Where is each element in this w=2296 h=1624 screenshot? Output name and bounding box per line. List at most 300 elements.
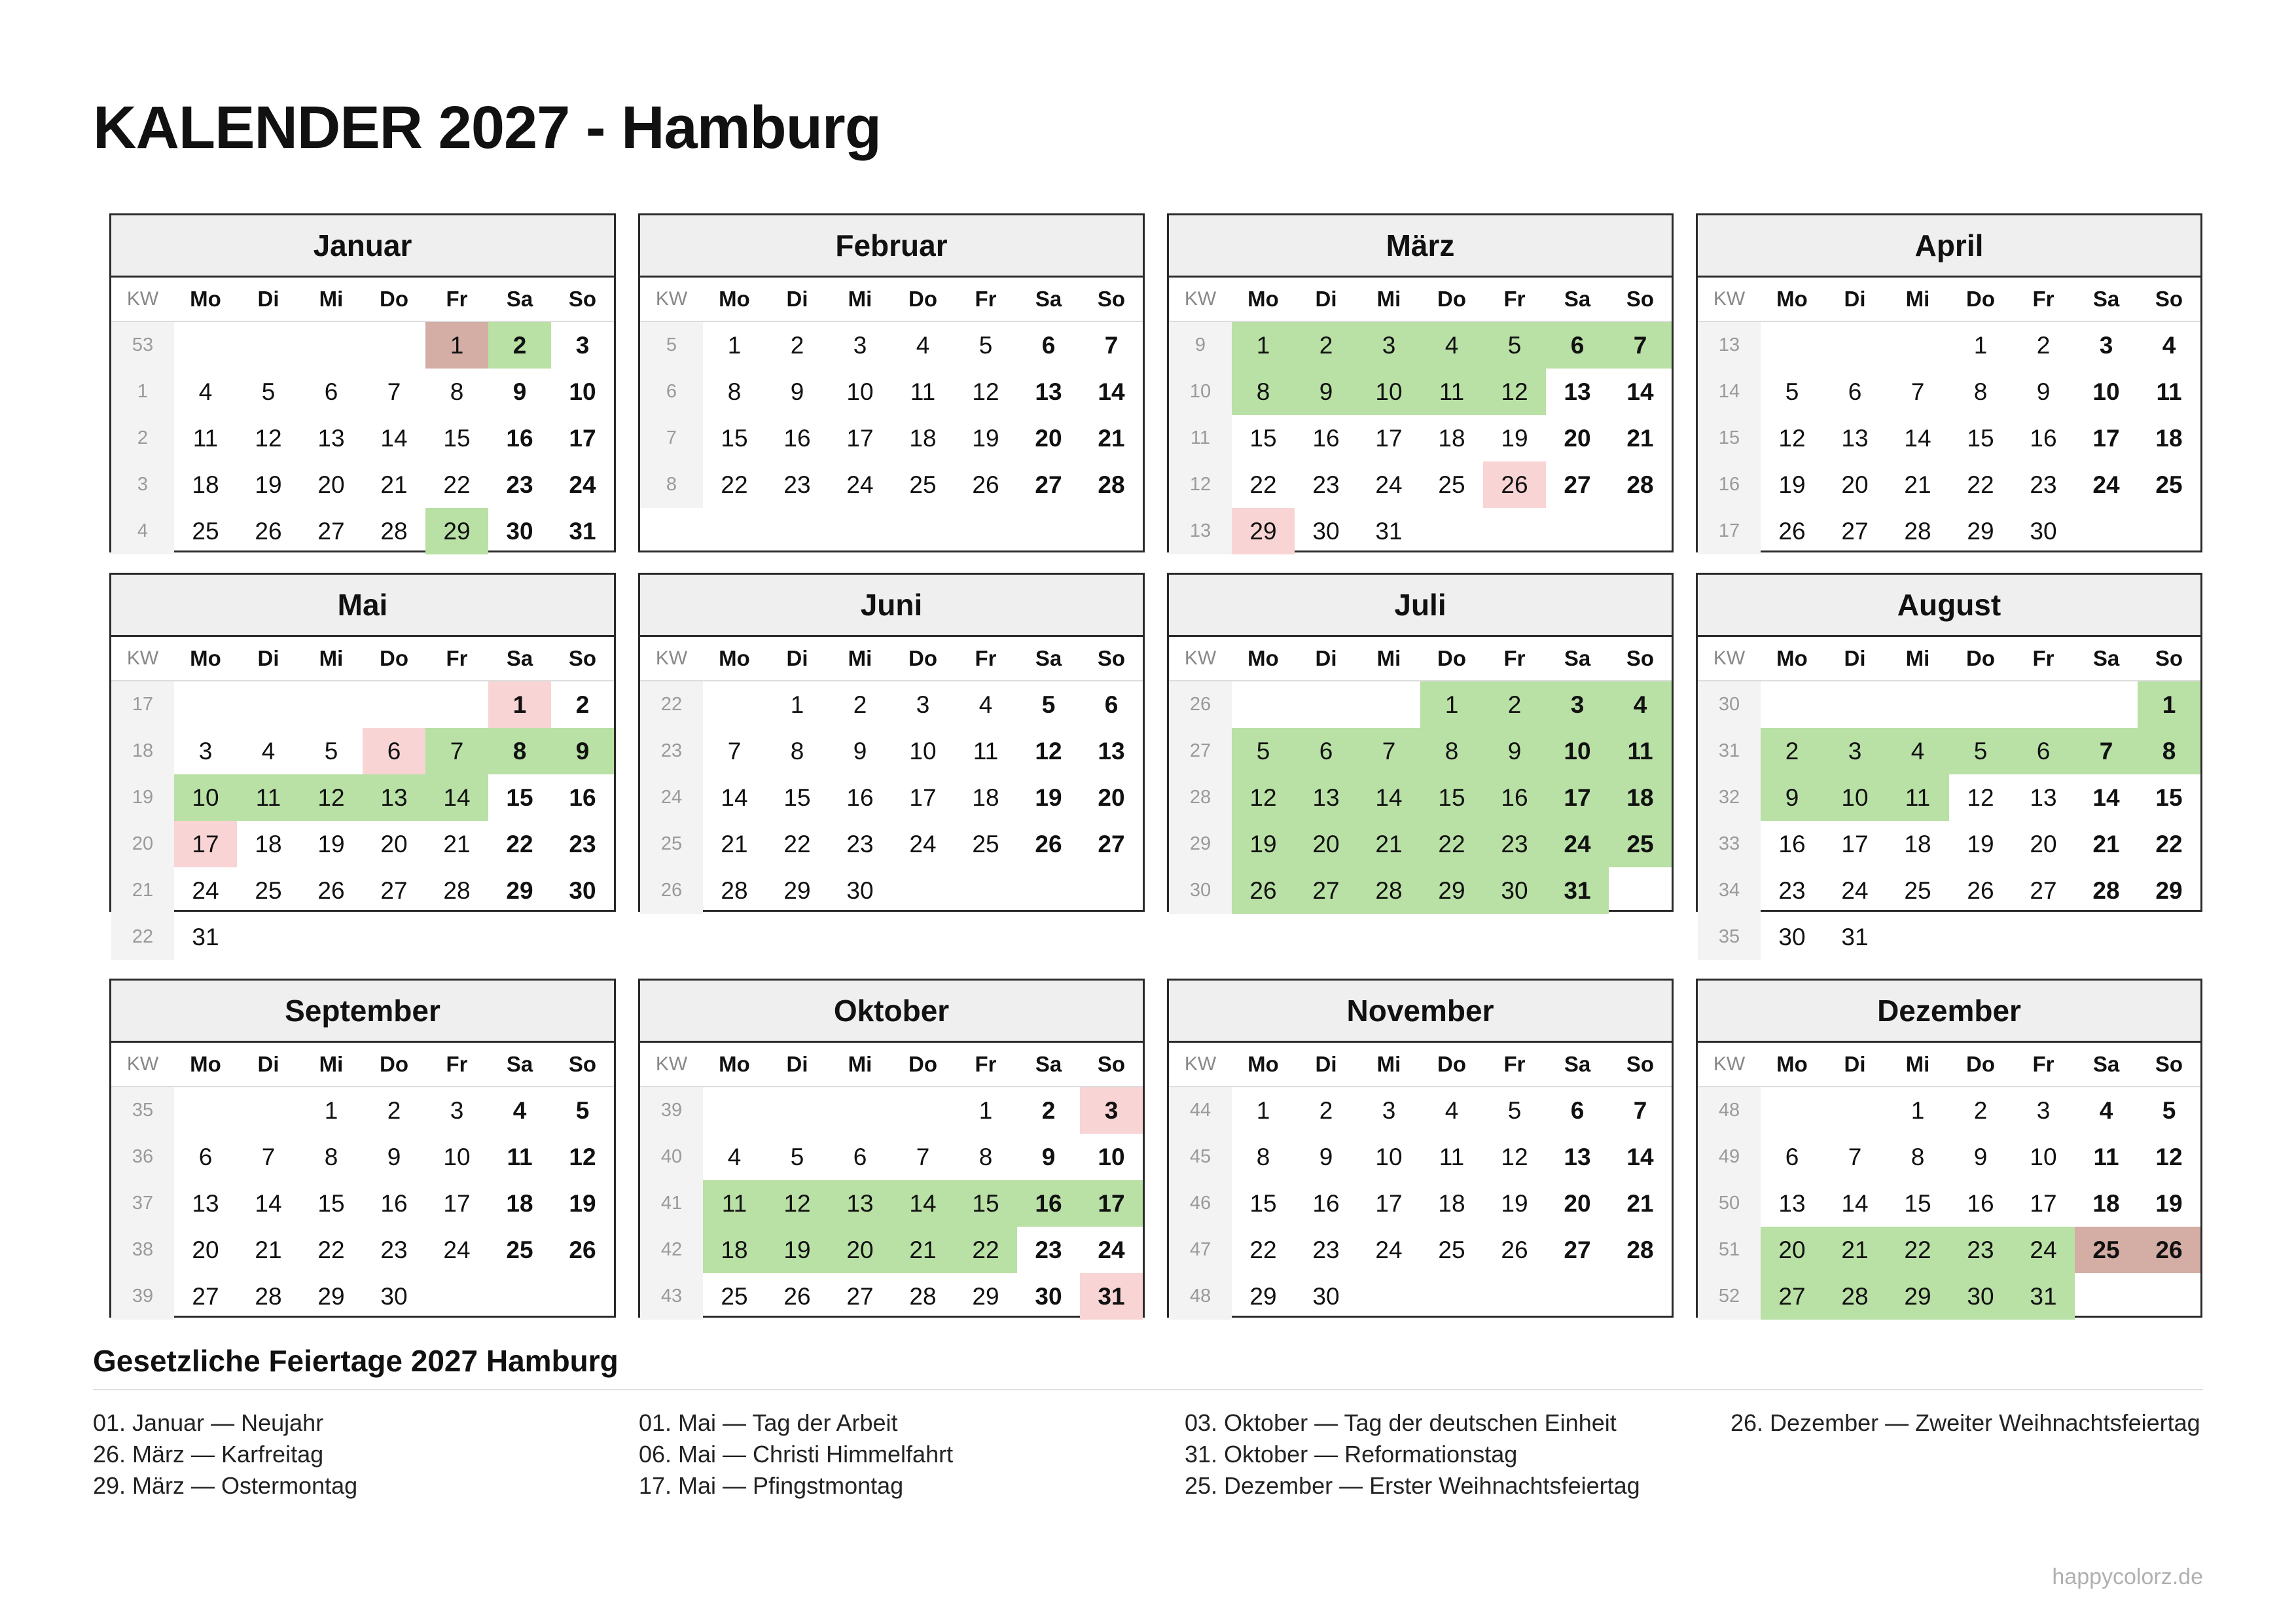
empty-cell bbox=[766, 1087, 829, 1134]
day-cell: 13 bbox=[2030, 784, 2057, 811]
day-cell: 9 bbox=[551, 728, 614, 774]
weekday-header: So bbox=[2138, 278, 2200, 322]
day-cell: 20 bbox=[1098, 784, 1125, 811]
weekday-header: Di bbox=[766, 1043, 829, 1087]
week-number: 15 bbox=[1698, 415, 1761, 461]
week-number-header: KW bbox=[640, 1043, 703, 1087]
weekday-header: Di bbox=[1823, 1043, 1886, 1087]
day-cell: 26 bbox=[569, 1236, 596, 1263]
day-cell: 9 bbox=[1761, 774, 1823, 821]
day-cell: 20 bbox=[1564, 424, 1591, 452]
day-cell: 26 bbox=[1501, 1236, 1528, 1263]
day-cell: 9 bbox=[790, 378, 804, 405]
week-number: 10 bbox=[1169, 369, 1232, 415]
day-cell: 26 bbox=[1035, 830, 1062, 857]
day-cell: 18 bbox=[1438, 424, 1465, 452]
day-cell: 18 bbox=[1609, 774, 1672, 821]
day-cell: 12 bbox=[1967, 784, 1994, 811]
weekday-header: Fr bbox=[954, 637, 1017, 681]
day-cell: 17 bbox=[569, 424, 596, 452]
day-cell: 28 bbox=[1626, 1236, 1654, 1263]
week-number: 26 bbox=[640, 867, 703, 914]
day-cell: 23 bbox=[1483, 821, 1546, 867]
weekday-header: Mo bbox=[703, 278, 766, 322]
day-cell: 13 bbox=[1564, 378, 1591, 405]
weekday-header: Do bbox=[363, 637, 425, 681]
empty-cell bbox=[703, 1087, 766, 1134]
day-cell: 12 bbox=[2155, 1143, 2183, 1170]
day-cell: 9 bbox=[1973, 1143, 1988, 1170]
day-cell: 16 bbox=[1778, 830, 1806, 857]
day-cell: 1 bbox=[1420, 681, 1483, 728]
day-cell: 15 bbox=[954, 1180, 1017, 1227]
weekday-header: Fr bbox=[425, 278, 488, 322]
week-number: 39 bbox=[111, 1273, 174, 1320]
day-cell: 23 bbox=[846, 830, 874, 857]
day-cell: 19 bbox=[1501, 424, 1528, 452]
day-cell: 3 bbox=[575, 331, 590, 359]
month-days-grid bbox=[640, 637, 1143, 914]
day-cell: 14 bbox=[1904, 424, 1931, 452]
day-cell: 13 bbox=[1098, 737, 1125, 765]
empty-cell bbox=[891, 867, 954, 914]
day-cell: 16 bbox=[846, 784, 874, 811]
day-cell: 18 bbox=[972, 784, 999, 811]
day-cell: 3 bbox=[450, 1096, 464, 1124]
weekday-header: Fr bbox=[425, 1043, 488, 1087]
week-number: 24 bbox=[640, 774, 703, 821]
day-cell: 24 bbox=[569, 471, 596, 498]
day-cell: 29 bbox=[1886, 1273, 1949, 1320]
weekday-header: Mo bbox=[703, 1043, 766, 1087]
month-title: Januar bbox=[111, 215, 614, 278]
week-number: 16 bbox=[1698, 461, 1761, 508]
month-card bbox=[1696, 573, 2202, 950]
empty-cell bbox=[1357, 1273, 1420, 1320]
day-cell: 2 bbox=[1041, 1096, 1056, 1124]
day-cell: 23 bbox=[1035, 1236, 1062, 1263]
day-cell: 23 bbox=[1312, 1236, 1340, 1263]
day-cell: 4 bbox=[261, 737, 276, 765]
day-cell: 5 bbox=[1507, 1096, 1522, 1124]
day-cell: 10 bbox=[1098, 1143, 1125, 1170]
empty-cell bbox=[174, 322, 237, 369]
day-cell: 23 bbox=[380, 1236, 408, 1263]
weekday-header: Do bbox=[1420, 1043, 1483, 1087]
week-number: 25 bbox=[640, 821, 703, 867]
empty-cell bbox=[2075, 1273, 2138, 1320]
empty-cell bbox=[1823, 322, 1886, 369]
day-cell: 24 bbox=[1375, 471, 1403, 498]
weekday-header: Fr bbox=[954, 1043, 1017, 1087]
empty-cell bbox=[174, 1087, 237, 1134]
holiday-item: 26. Dezember — Zweiter Weihnachtsfeiertag bbox=[1731, 1409, 2200, 1436]
day-cell: 24 bbox=[1098, 1236, 1125, 1263]
day-cell: 26 bbox=[1967, 876, 1994, 904]
day-cell: 6 bbox=[324, 378, 338, 405]
day-cell: 31 bbox=[1375, 517, 1403, 545]
day-cell: 7 bbox=[727, 737, 742, 765]
day-cell: 24 bbox=[192, 876, 219, 904]
day-cell: 4 bbox=[1444, 1096, 1459, 1124]
day-cell: 5 bbox=[978, 331, 993, 359]
empty-cell bbox=[174, 681, 237, 728]
day-cell: 26 bbox=[1483, 461, 1546, 508]
day-cell: 10 bbox=[569, 378, 596, 405]
empty-cell bbox=[2012, 914, 2075, 960]
weekday-header: Do bbox=[1949, 637, 2012, 681]
week-number: 17 bbox=[1698, 508, 1761, 554]
day-cell: 28 bbox=[1357, 867, 1420, 914]
month-title: März bbox=[1169, 215, 1672, 278]
day-cell: 6 bbox=[363, 728, 425, 774]
day-cell: 6 bbox=[1785, 1143, 1799, 1170]
weekday-header: Sa bbox=[2075, 278, 2138, 322]
weekday-header: Di bbox=[1823, 637, 1886, 681]
day-cell: 3 bbox=[1080, 1087, 1143, 1134]
weekday-header: So bbox=[2138, 637, 2200, 681]
day-cell: 20 bbox=[829, 1227, 891, 1273]
weekday-header: Sa bbox=[1546, 1043, 1609, 1087]
month-days-grid bbox=[111, 637, 614, 960]
day-cell: 21 bbox=[1626, 424, 1654, 452]
day-cell: 4 bbox=[2162, 331, 2176, 359]
day-cell: 11 bbox=[2093, 1143, 2119, 1170]
day-cell: 5 bbox=[1785, 378, 1799, 405]
empty-cell bbox=[1080, 867, 1143, 914]
weekday-header: Di bbox=[766, 637, 829, 681]
day-cell: 4 bbox=[2099, 1096, 2113, 1124]
weekday-header: Mo bbox=[174, 1043, 237, 1087]
weekday-header: Sa bbox=[1017, 637, 1080, 681]
week-number: 20 bbox=[111, 821, 174, 867]
day-cell: 6 bbox=[1104, 691, 1119, 718]
day-cell: 11 bbox=[507, 1143, 533, 1170]
weekday-header: Mi bbox=[829, 278, 891, 322]
month-card bbox=[1167, 213, 1674, 552]
empty-cell bbox=[1886, 914, 1949, 960]
day-cell: 31 bbox=[192, 923, 219, 950]
day-cell: 16 bbox=[783, 424, 811, 452]
day-cell: 25 bbox=[909, 471, 937, 498]
day-cell: 13 bbox=[192, 1189, 219, 1217]
day-cell: 2 bbox=[1483, 681, 1546, 728]
day-cell: 13 bbox=[1778, 1189, 1806, 1217]
day-cell: 22 bbox=[2155, 830, 2183, 857]
day-cell: 16 bbox=[380, 1189, 408, 1217]
day-cell: 8 bbox=[1910, 1143, 1925, 1170]
day-cell: 12 bbox=[1778, 424, 1806, 452]
day-cell: 22 bbox=[1249, 471, 1277, 498]
weekday-header: Do bbox=[1420, 637, 1483, 681]
day-cell: 24 bbox=[1375, 1236, 1403, 1263]
weekday-header: Mi bbox=[1886, 1043, 1949, 1087]
weekday-header: Mo bbox=[703, 637, 766, 681]
day-cell: 24 bbox=[2012, 1227, 2075, 1273]
day-cell: 17 bbox=[1375, 424, 1403, 452]
day-cell: 4 bbox=[916, 331, 930, 359]
day-cell: 18 bbox=[1904, 830, 1931, 857]
empty-cell bbox=[1949, 681, 2012, 728]
month-title: Juli bbox=[1169, 575, 1672, 637]
weekday-header: Fr bbox=[1483, 278, 1546, 322]
holidays-title: Gesetzliche Feiertage 2027 Hamburg bbox=[93, 1344, 619, 1378]
day-cell: 23 bbox=[1312, 471, 1340, 498]
day-cell: 4 bbox=[1420, 322, 1483, 369]
day-cell: 24 bbox=[846, 471, 874, 498]
holiday-item: 03. Oktober — Tag der deutschen Einheit bbox=[1185, 1409, 1617, 1436]
day-cell: 3 bbox=[2099, 331, 2113, 359]
weekday-header: Di bbox=[1295, 1043, 1357, 1087]
day-cell: 15 bbox=[1249, 1189, 1277, 1217]
day-cell: 16 bbox=[1017, 1180, 1080, 1227]
empty-cell bbox=[703, 681, 766, 728]
month-card bbox=[638, 213, 1145, 552]
week-number: 44 bbox=[1169, 1087, 1232, 1134]
weekday-header: Sa bbox=[2075, 637, 2138, 681]
day-cell: 13 bbox=[1841, 424, 1869, 452]
day-cell: 30 bbox=[2030, 517, 2057, 545]
empty-cell bbox=[829, 1087, 891, 1134]
holiday-item: 26. März — Karfreitag bbox=[93, 1441, 324, 1468]
day-cell: 21 bbox=[255, 1236, 282, 1263]
day-cell: 11 bbox=[910, 378, 936, 405]
day-cell: 30 bbox=[1778, 923, 1806, 950]
empty-cell bbox=[425, 1273, 488, 1320]
empty-cell bbox=[237, 681, 300, 728]
day-cell: 9 bbox=[2036, 378, 2051, 405]
day-cell: 6 bbox=[2012, 728, 2075, 774]
week-number: 2 bbox=[111, 415, 174, 461]
week-number: 49 bbox=[1698, 1134, 1761, 1180]
day-cell: 14 bbox=[380, 424, 408, 452]
weekday-header: Mo bbox=[1761, 637, 1823, 681]
footer-credit: happycolorz.de bbox=[2052, 1564, 2203, 1589]
day-cell: 7 bbox=[1609, 322, 1672, 369]
day-cell: 4 bbox=[727, 1143, 742, 1170]
day-cell: 20 bbox=[317, 471, 345, 498]
week-number: 34 bbox=[1698, 867, 1761, 914]
day-cell: 25 bbox=[506, 1236, 533, 1263]
day-cell: 2 bbox=[790, 331, 804, 359]
day-cell: 21 bbox=[1904, 471, 1931, 498]
week-number: 26 bbox=[1169, 681, 1232, 728]
weekday-header: So bbox=[1609, 278, 1672, 322]
day-cell: 10 bbox=[909, 737, 937, 765]
day-cell: 10 bbox=[2092, 378, 2120, 405]
empty-cell bbox=[1609, 1273, 1672, 1320]
weekday-header: So bbox=[551, 637, 614, 681]
month-card bbox=[1696, 213, 2202, 552]
week-number: 17 bbox=[111, 681, 174, 728]
day-cell: 15 bbox=[443, 424, 471, 452]
day-cell: 2 bbox=[387, 1096, 401, 1124]
day-cell: 1 bbox=[324, 1096, 338, 1124]
day-cell: 6 bbox=[1848, 378, 1862, 405]
weekday-header: Di bbox=[766, 278, 829, 322]
day-cell: 20 bbox=[1295, 821, 1357, 867]
week-number: 32 bbox=[1698, 774, 1761, 821]
week-number: 22 bbox=[111, 914, 174, 960]
day-cell: 1 bbox=[1256, 1096, 1270, 1124]
month-card bbox=[638, 979, 1145, 1318]
day-cell: 21 bbox=[2092, 830, 2120, 857]
empty-cell bbox=[1420, 508, 1483, 554]
day-cell: 28 bbox=[1098, 471, 1125, 498]
day-cell: 3 bbox=[1823, 728, 1886, 774]
day-cell: 16 bbox=[1967, 1189, 1994, 1217]
day-cell: 18 bbox=[2155, 424, 2183, 452]
weekday-header: So bbox=[551, 278, 614, 322]
empty-cell bbox=[1420, 1273, 1483, 1320]
day-cell: 21 bbox=[891, 1227, 954, 1273]
day-cell: 27 bbox=[1841, 517, 1869, 545]
day-cell: 2 bbox=[488, 322, 551, 369]
day-cell: 2 bbox=[1295, 322, 1357, 369]
day-cell: 12 bbox=[300, 774, 363, 821]
day-cell: 9 bbox=[853, 737, 867, 765]
weekday-header: Sa bbox=[1017, 1043, 1080, 1087]
day-cell: 14 bbox=[1098, 378, 1125, 405]
empty-cell bbox=[1949, 914, 2012, 960]
day-cell: 26 bbox=[317, 876, 345, 904]
day-cell: 5 bbox=[790, 1143, 804, 1170]
day-cell: 11 bbox=[237, 774, 300, 821]
month-days-grid bbox=[1169, 1043, 1672, 1320]
day-cell: 21 bbox=[380, 471, 408, 498]
weekday-header: Mi bbox=[1886, 637, 1949, 681]
weekday-header: Di bbox=[1295, 637, 1357, 681]
empty-cell bbox=[891, 1087, 954, 1134]
day-cell: 17 bbox=[2030, 1189, 2057, 1217]
day-cell: 25 bbox=[255, 876, 282, 904]
month-card bbox=[1167, 979, 1674, 1318]
day-cell: 24 bbox=[909, 830, 937, 857]
day-cell: 28 bbox=[255, 1282, 282, 1310]
day-cell: 9 bbox=[1483, 728, 1546, 774]
weekday-header: Sa bbox=[488, 1043, 551, 1087]
week-number: 3 bbox=[111, 461, 174, 508]
empty-cell bbox=[300, 322, 363, 369]
month-title: September bbox=[111, 981, 614, 1043]
month-card bbox=[109, 213, 616, 552]
month-title: Juni bbox=[640, 575, 1143, 637]
day-cell: 19 bbox=[1232, 821, 1295, 867]
day-cell: 24 bbox=[1546, 821, 1609, 867]
day-cell: 10 bbox=[443, 1143, 471, 1170]
week-number: 7 bbox=[640, 415, 703, 461]
day-cell: 21 bbox=[443, 830, 471, 857]
day-cell: 11 bbox=[973, 737, 999, 765]
month-title: Mai bbox=[111, 575, 614, 637]
week-number: 35 bbox=[1698, 914, 1761, 960]
day-cell: 20 bbox=[1761, 1227, 1823, 1273]
day-cell: 6 bbox=[1041, 331, 1056, 359]
empty-cell bbox=[1823, 1087, 1886, 1134]
week-number-header: KW bbox=[640, 278, 703, 322]
day-cell: 17 bbox=[174, 821, 237, 867]
month-days-grid bbox=[1698, 278, 2200, 554]
holiday-item: 29. März — Ostermontag bbox=[93, 1472, 358, 1499]
day-cell: 15 bbox=[1904, 1189, 1931, 1217]
day-cell: 18 bbox=[192, 471, 219, 498]
week-number: 31 bbox=[1698, 728, 1761, 774]
day-cell: 22 bbox=[783, 830, 811, 857]
day-cell: 25 bbox=[192, 517, 219, 545]
empty-cell bbox=[363, 322, 425, 369]
empty-cell bbox=[1483, 1273, 1546, 1320]
weekday-header: So bbox=[551, 1043, 614, 1087]
empty-cell bbox=[1546, 508, 1609, 554]
weekday-header: Fr bbox=[425, 637, 488, 681]
day-cell: 9 bbox=[1319, 1143, 1333, 1170]
day-cell: 18 bbox=[255, 830, 282, 857]
month-title: Februar bbox=[640, 215, 1143, 278]
week-number-header: KW bbox=[1169, 1043, 1232, 1087]
weekday-header: Di bbox=[237, 1043, 300, 1087]
empty-cell bbox=[1761, 681, 1823, 728]
empty-cell bbox=[551, 914, 614, 960]
day-cell: 29 bbox=[506, 876, 533, 904]
day-cell: 1 bbox=[2138, 681, 2200, 728]
day-cell: 13 bbox=[1295, 774, 1357, 821]
day-cell: 29 bbox=[2155, 876, 2183, 904]
day-cell: 13 bbox=[317, 424, 345, 452]
month-card bbox=[1696, 979, 2202, 1318]
day-cell: 30 bbox=[846, 876, 874, 904]
weekday-header: Sa bbox=[488, 637, 551, 681]
day-cell: 15 bbox=[2155, 784, 2183, 811]
week-number: 18 bbox=[111, 728, 174, 774]
day-cell: 4 bbox=[1609, 681, 1672, 728]
day-cell: 11 bbox=[703, 1180, 766, 1227]
day-cell: 7 bbox=[1910, 378, 1925, 405]
empty-cell bbox=[2075, 914, 2138, 960]
week-number: 11 bbox=[1169, 415, 1232, 461]
empty-cell bbox=[1609, 508, 1672, 554]
day-cell: 21 bbox=[1823, 1227, 1886, 1273]
week-number: 53 bbox=[111, 322, 174, 369]
day-cell: 12 bbox=[1232, 774, 1295, 821]
day-cell: 27 bbox=[1761, 1273, 1823, 1320]
week-number: 6 bbox=[640, 369, 703, 415]
weekday-header: Do bbox=[1949, 1043, 2012, 1087]
weekday-header: Mi bbox=[1886, 278, 1949, 322]
month-title: Dezember bbox=[1698, 981, 2200, 1043]
divider bbox=[93, 1389, 2203, 1390]
week-number-header: KW bbox=[111, 1043, 174, 1087]
day-cell: 19 bbox=[255, 471, 282, 498]
day-cell: 2 bbox=[2036, 331, 2051, 359]
empty-cell bbox=[2138, 1273, 2200, 1320]
day-cell: 25 bbox=[1904, 876, 1931, 904]
day-cell: 6 bbox=[1570, 1096, 1585, 1124]
week-number: 47 bbox=[1169, 1227, 1232, 1273]
weekday-header: Fr bbox=[2012, 1043, 2075, 1087]
day-cell: 24 bbox=[2092, 471, 2120, 498]
month-title: Oktober bbox=[640, 981, 1143, 1043]
day-cell: 8 bbox=[1256, 1143, 1270, 1170]
day-cell: 20 bbox=[2030, 830, 2057, 857]
weekday-header: Do bbox=[1420, 278, 1483, 322]
day-cell: 15 bbox=[317, 1189, 345, 1217]
day-cell: 1 bbox=[425, 322, 488, 369]
day-cell: 14 bbox=[1841, 1189, 1869, 1217]
empty-cell bbox=[300, 681, 363, 728]
week-number-header: KW bbox=[1698, 637, 1761, 681]
weekday-header: Mo bbox=[1761, 1043, 1823, 1087]
empty-cell bbox=[1232, 681, 1295, 728]
